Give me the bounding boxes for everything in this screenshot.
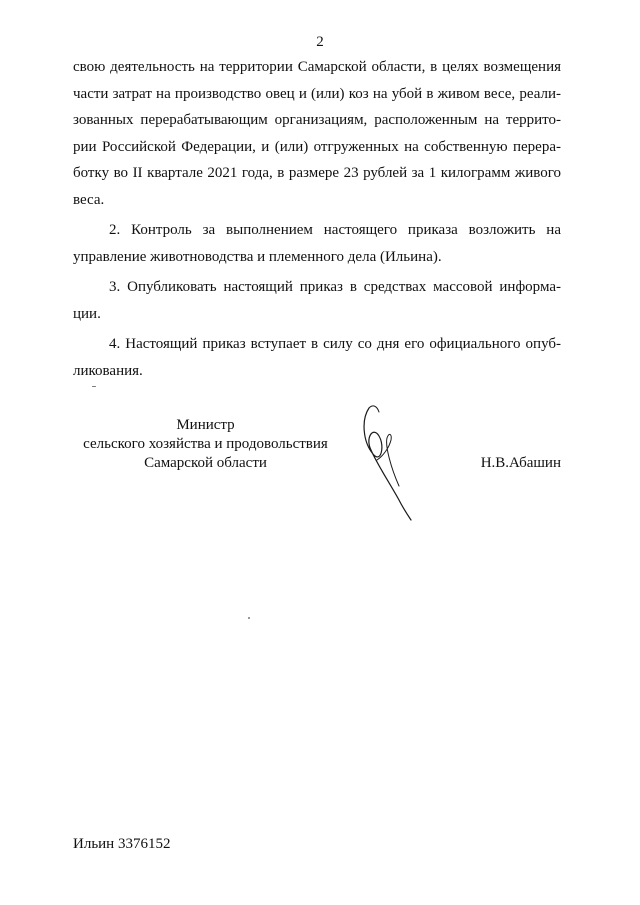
page-number: 2 (316, 34, 324, 50)
signature-block (73, 416, 561, 526)
paragraph-1 (73, 54, 561, 213)
paragraph-2 (73, 217, 561, 270)
signatory-title-line: сельского хозяйства и продовольствия (83, 436, 328, 452)
text-line: управление животноводства и племенного дела (Ильина). (73, 248, 442, 265)
text-line: зованных перерабатывающим организациям, расположенным на террито- (73, 112, 561, 128)
text-line: ции. (73, 305, 101, 322)
handwritten-signature (355, 402, 425, 522)
scan-speck (248, 617, 250, 619)
text-line: 4. Настоящий приказ вступает в силу со дня его официального опуб- (109, 336, 561, 352)
signatory-title-line: Министр (176, 417, 235, 433)
document-body (73, 54, 561, 388)
text-line: части затрат на производство овец и (или) коз на убой в живом весе, реали- (73, 85, 561, 102)
signatory-title-line: Самарской области (144, 455, 267, 471)
text-line: свою деятельность на территории Самарской области, в целях возмещения (73, 59, 561, 75)
text-line: ликования. (73, 362, 143, 379)
text-line: ботку во II квартале 2021 года, в размере 23 рублей за 1 килограмм живого (73, 165, 561, 181)
text-line: веса. (73, 191, 105, 208)
text-line: 2. Контроль за выполнением настоящего приказа возложить на (109, 222, 561, 238)
paragraph-4 (73, 331, 561, 384)
paragraph-3 (73, 274, 561, 327)
signatory-name: Н.В.Абашин (480, 455, 561, 471)
text-line: рии Российской Федерации, и (или) отгруженных на собственную перера- (73, 138, 561, 155)
signatory-title (73, 416, 338, 473)
scan-speck (92, 386, 96, 387)
text-line: 3. Опубликовать настоящий приказ в средствах массовой информа- (109, 279, 561, 295)
footer-executor: Ильин 3376152 (73, 836, 171, 852)
